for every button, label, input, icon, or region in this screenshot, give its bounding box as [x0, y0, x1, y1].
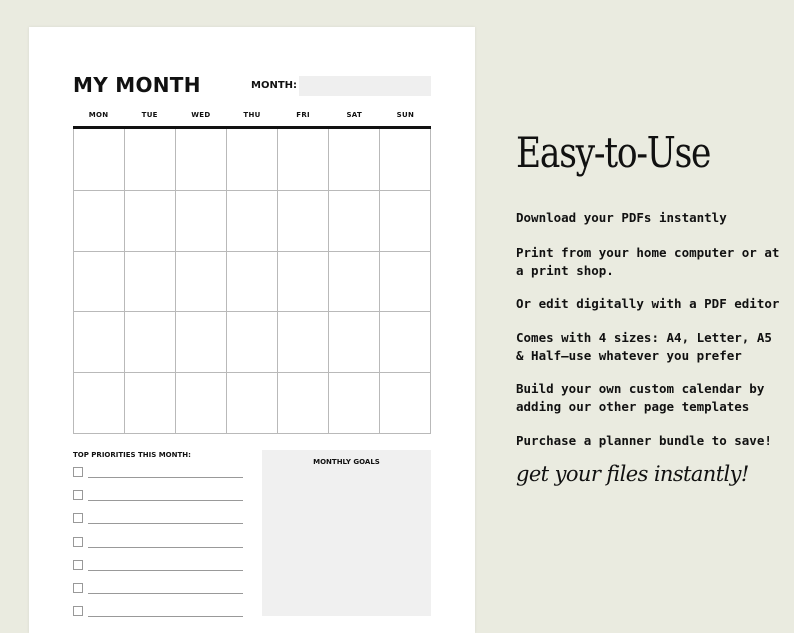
day-cell[interactable]	[176, 311, 227, 372]
day-cell[interactable]	[227, 251, 278, 312]
priority-item[interactable]	[73, 606, 243, 618]
feature-sizes: Comes with 4 sizes: A4, Letter, A5 & Half—use whatever you prefer	[516, 330, 772, 363]
day-cell[interactable]	[125, 251, 176, 312]
checkbox[interactable]	[73, 560, 83, 570]
writing-line	[88, 477, 243, 478]
day-cell[interactable]	[278, 129, 329, 190]
day-cell[interactable]	[176, 129, 227, 190]
priority-item[interactable]	[73, 560, 243, 572]
cta-text: get your files instantly!	[516, 462, 749, 486]
day-cell[interactable]	[329, 129, 380, 190]
weekday-header	[73, 111, 431, 119]
checkbox[interactable]	[73, 490, 83, 500]
day-cell[interactable]	[176, 251, 227, 312]
priority-item[interactable]	[73, 513, 243, 525]
day-cell[interactable]	[176, 372, 227, 433]
day-cell[interactable]	[74, 190, 125, 251]
monthly-goals-box[interactable]	[262, 450, 431, 616]
day-cell[interactable]	[380, 372, 431, 433]
day-cell[interactable]	[74, 129, 125, 190]
day-cell[interactable]	[74, 372, 125, 433]
month-input-field[interactable]	[299, 76, 431, 96]
priority-item[interactable]	[73, 537, 243, 549]
weekday-tue: TUE	[141, 111, 158, 119]
calendar-grid	[73, 129, 431, 434]
checkbox[interactable]	[73, 583, 83, 593]
day-cell[interactable]	[278, 190, 329, 251]
goals-title: MONTHLY GOALS	[313, 458, 380, 466]
weekday-fri: FRI	[296, 111, 310, 119]
weekday-sun: SUN	[396, 111, 415, 119]
day-cell[interactable]	[380, 251, 431, 312]
day-cell[interactable]	[227, 372, 278, 433]
day-cell[interactable]	[380, 129, 431, 190]
day-cell[interactable]	[278, 311, 329, 372]
priority-item[interactable]	[73, 467, 243, 479]
day-cell[interactable]	[74, 311, 125, 372]
writing-line	[88, 570, 243, 571]
day-cell[interactable]	[227, 311, 278, 372]
priority-item[interactable]	[73, 583, 243, 595]
writing-line	[88, 500, 243, 501]
day-cell[interactable]	[74, 251, 125, 312]
day-cell[interactable]	[125, 372, 176, 433]
day-cell[interactable]	[380, 190, 431, 251]
feature-custom: Build your own custom calendar by adding our other page templates	[516, 381, 765, 414]
weekday-thu: THU	[243, 111, 261, 119]
checkbox[interactable]	[73, 537, 83, 547]
checkbox[interactable]	[73, 467, 83, 477]
planner-page	[29, 27, 475, 633]
day-cell[interactable]	[176, 190, 227, 251]
day-cell[interactable]	[278, 251, 329, 312]
feature-download: Download your PDFs instantly	[516, 210, 727, 225]
day-cell[interactable]	[125, 311, 176, 372]
day-cell[interactable]	[125, 129, 176, 190]
day-cell[interactable]	[125, 190, 176, 251]
day-cell[interactable]	[329, 190, 380, 251]
priorities-title: TOP PRIORITIES THIS MONTH:	[73, 451, 191, 459]
writing-line	[88, 593, 243, 594]
day-cell[interactable]	[227, 190, 278, 251]
feature-bundle: Purchase a planner bundle to save!	[516, 433, 772, 448]
promo-heading: Easy-to-Use	[516, 128, 711, 177]
feature-print: Print from your home computer or at a print shop.	[516, 245, 780, 278]
priority-item[interactable]	[73, 490, 243, 502]
weekday-wed: WED	[191, 111, 211, 119]
weekday-sat: SAT	[346, 111, 363, 119]
checkbox[interactable]	[73, 606, 83, 616]
writing-line	[88, 523, 243, 524]
day-cell[interactable]	[329, 311, 380, 372]
writing-line	[88, 547, 243, 548]
planner-title: MY MONTH	[73, 73, 201, 97]
writing-line	[88, 616, 243, 617]
day-cell[interactable]	[329, 251, 380, 312]
weekday-mon: MON	[88, 111, 109, 119]
feature-edit: Or edit digitally with a PDF editor	[516, 296, 780, 311]
month-label: MONTH:	[251, 80, 298, 91]
day-cell[interactable]	[380, 311, 431, 372]
day-cell[interactable]	[227, 129, 278, 190]
day-cell[interactable]	[278, 372, 329, 433]
checkbox[interactable]	[73, 513, 83, 523]
day-cell[interactable]	[329, 372, 380, 433]
